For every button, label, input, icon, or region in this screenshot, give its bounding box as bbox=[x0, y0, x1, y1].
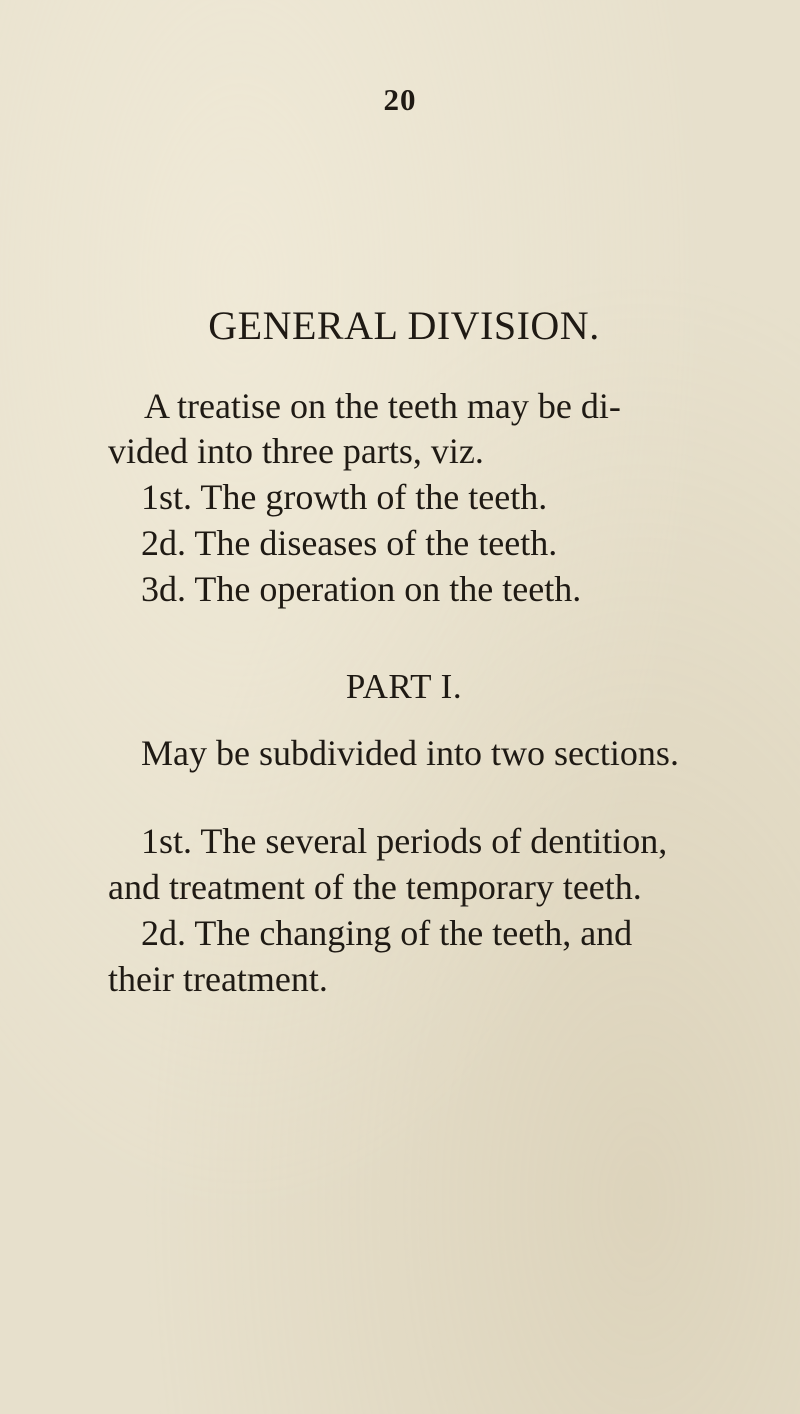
part-title: PART I. bbox=[345, 667, 463, 706]
intro-line: 2d. The diseases of the teeth. bbox=[141, 523, 558, 563]
intro-line: A treatise on the teeth may be di- bbox=[144, 386, 621, 426]
section-line: their treatment. bbox=[108, 959, 328, 999]
section-line: 1st. The several periods of dentition, bbox=[141, 821, 668, 861]
part-intro: May be subdivided into two sections. bbox=[141, 733, 679, 773]
intro-line: 1st. The growth of the teeth. bbox=[141, 477, 548, 517]
intro-line: vided into three parts, viz. bbox=[108, 431, 484, 471]
page-number: 20 bbox=[383, 82, 417, 117]
section-title: GENERAL DIVISION. bbox=[208, 303, 600, 348]
section-line: and treatment of the temporary teeth. bbox=[108, 867, 642, 907]
intro-line: 3d. The operation on the teeth. bbox=[141, 569, 582, 609]
section-line: 2d. The changing of the teeth, and bbox=[141, 913, 633, 953]
